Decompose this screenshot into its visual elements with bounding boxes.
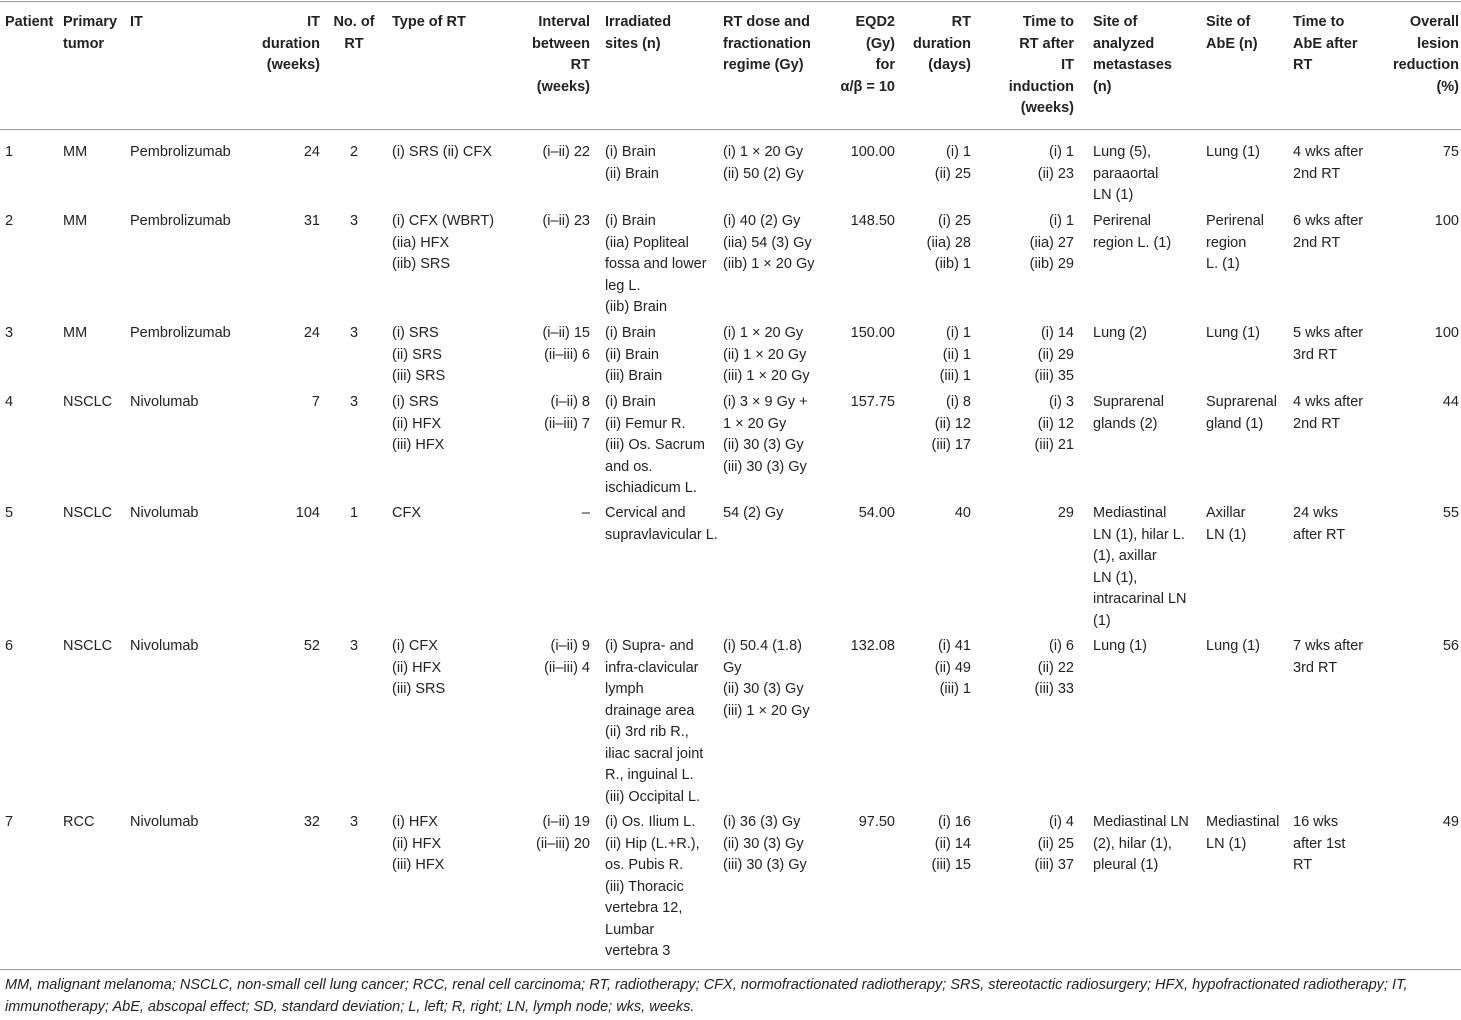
table-cell: 148.50 xyxy=(850,213,895,229)
table-cell: (i) 40 (2) Gy (iia) 54 (3) Gy (iib) 1 × 20 Gy xyxy=(723,213,815,272)
table-cell: (i) 36 (3) Gy (ii) 30 (3) Gy (iii) 30 (3) Gy xyxy=(723,814,807,873)
table-cell: MM xyxy=(63,325,88,341)
bottom-rule xyxy=(0,969,1461,970)
column-header: No. of RT xyxy=(333,14,375,52)
table-cell: (i–ii) 8 (ii–iii) 7 xyxy=(544,394,590,432)
table-cell: 24 xyxy=(303,144,320,160)
table-cell: Nivolumab xyxy=(130,394,199,410)
table-cell: (i) Supra- and infra-clavicular lymph drainage area (ii) 3rd rib R., iliac sacral joint R., inguinal L. (iii) Occipital L. xyxy=(605,638,704,805)
table-cell: 7 xyxy=(5,814,14,830)
column-header: Patient xyxy=(5,14,54,30)
table-cell: (i) 41 (ii) 49 (iii) 1 xyxy=(934,638,971,697)
table-cell: (i) 3 (ii) 12 (iii) 21 xyxy=(1034,394,1074,453)
table-cell: – xyxy=(581,505,590,521)
table-cell: Suprarenal gland (1) xyxy=(1206,394,1277,432)
table-cell: (i) 14 (ii) 29 (iii) 35 xyxy=(1034,325,1074,384)
table-cell: Lung (5), paraaortal LN (1) xyxy=(1093,144,1159,203)
table-cell: 24 wks after RT xyxy=(1293,505,1346,543)
table-cell: Lung (2) xyxy=(1093,325,1148,341)
table-cell: 56 xyxy=(1442,638,1459,654)
table-cell: 97.50 xyxy=(858,814,895,830)
table-cell: (i) 50.4 (1.8) Gy (ii) 30 (3) Gy (iii) 1 × 20 Gy xyxy=(723,638,810,719)
column-header: Time to RT after IT induction (weeks) xyxy=(1008,14,1074,116)
table-cell: 16 wks after 1st RT xyxy=(1293,814,1346,873)
table-cell: 49 xyxy=(1442,814,1459,830)
table-cell: CFX xyxy=(392,505,421,521)
table-cell: 3 xyxy=(349,394,359,410)
table-cell: (i–ii) 22 xyxy=(542,144,590,160)
table-cell: Cervical and supravlavicular L. xyxy=(605,505,718,543)
table-cell: (i) 4 (ii) 25 (iii) 37 xyxy=(1034,814,1074,873)
table-cell: (i) 1 × 20 Gy (ii) 50 (2) Gy xyxy=(723,144,804,182)
table-cell: 6 wks after 2nd RT xyxy=(1293,213,1364,251)
table-cell: 5 xyxy=(5,505,14,521)
table-cell: Lung (1) xyxy=(1206,144,1261,160)
table-cell: NSCLC xyxy=(63,638,113,654)
table-cell: NSCLC xyxy=(63,394,113,410)
table-footnote: MM, malignant melanoma; NSCLC, non-small cell lung cancer; RCC, renal cell carcinoma; RT, radiotherapy; CFX, normofractionated radiotherapy; SRS, stereotactic radiosurgery; HFX, hypofractionated radiotherapy; IT, immunotherapy; AbE, abscopal effect; SD, standard deviation; L, left; R, right; LN, lymph node; wks, weeks. xyxy=(5,977,1408,1015)
table-cell: (i–ii) 19 (ii–iii) 20 xyxy=(536,814,590,852)
table-cell: 100.00 xyxy=(850,144,895,160)
table-cell: Pembrolizumab xyxy=(130,144,231,160)
table-cell: 7 xyxy=(311,394,320,410)
column-header: Interval between RT (weeks) xyxy=(531,14,590,95)
table-cell: 132.08 xyxy=(850,638,895,654)
table-cell: Nivolumab xyxy=(130,505,199,521)
table-cell: Nivolumab xyxy=(130,814,199,830)
table-cell: Lung (1) xyxy=(1206,325,1261,341)
table-cell: RCC xyxy=(63,814,95,830)
column-header: EQD2 (Gy) for α/β = 10 xyxy=(840,14,895,95)
table-cell: (i) Os. Ilium L. (ii) Hip (L.+R.), os. Pubis R. (iii) Thoracic vertebra 12, Lumbar vertebra 3 xyxy=(605,814,700,959)
table-cell: 3 xyxy=(349,325,359,341)
table-cell: 104 xyxy=(295,505,320,521)
table-cell: (i) 1 (iia) 27 (iib) 29 xyxy=(1029,213,1074,272)
column-header: Overall lesion reduction (%) xyxy=(1392,14,1459,95)
column-header: IT xyxy=(130,14,143,30)
top-rule xyxy=(0,1,1461,2)
table-cell: 75 xyxy=(1442,144,1459,160)
table-cell: 4 xyxy=(5,394,14,410)
column-header: Primary tumor xyxy=(63,14,118,52)
table-cell: 3 xyxy=(349,213,359,229)
table-cell: 5 wks after 3rd RT xyxy=(1293,325,1364,363)
table-cell: (i) 6 (ii) 22 (iii) 33 xyxy=(1034,638,1074,697)
table-cell: 1 xyxy=(5,144,14,160)
table-cell: 29 xyxy=(1057,505,1074,521)
column-header: Irradiated sites (n) xyxy=(605,14,672,52)
table-cell: Mediastinal LN (1) xyxy=(1206,814,1280,852)
table-cell: (i–ii) 9 (ii–iii) 4 xyxy=(544,638,590,676)
table-cell: 4 wks after 2nd RT xyxy=(1293,394,1364,432)
table-cell: 55 xyxy=(1442,505,1459,521)
table-cell: 150.00 xyxy=(850,325,895,341)
table-cell: 54.00 xyxy=(858,505,895,521)
table-cell: (i–ii) 15 (ii–iii) 6 xyxy=(542,325,590,363)
table-cell: MM xyxy=(63,144,88,160)
table-cell: 2 xyxy=(5,213,14,229)
table-cell: (i) CFX (WBRT) (iia) HFX (iib) SRS xyxy=(392,213,495,272)
table-cell: 6 xyxy=(5,638,14,654)
table-cell: 32 xyxy=(303,814,320,830)
table-cell: 100 xyxy=(1434,325,1459,341)
table-cell: (i) 16 (ii) 14 (iii) 15 xyxy=(931,814,971,873)
column-header: RT dose and fractionation regime (Gy) xyxy=(723,14,811,73)
table-cell: 3 xyxy=(349,814,359,830)
table-cell: NSCLC xyxy=(63,505,113,521)
table-cell: (i) SRS (ii) HFX (iii) HFX xyxy=(392,394,445,453)
column-header: Type of RT xyxy=(392,14,466,30)
table-cell: 3 xyxy=(5,325,14,341)
table-cell: 52 xyxy=(303,638,320,654)
table-cell: 31 xyxy=(303,213,320,229)
table-cell: (i) Brain (ii) Femur R. (iii) Os. Sacrum and os. ischiadicum L. xyxy=(605,394,705,496)
table-cell: 54 (2) Gy xyxy=(723,505,784,521)
table-cell: (i) HFX (ii) HFX (iii) HFX xyxy=(392,814,445,873)
table-cell: Lung (1) xyxy=(1093,638,1148,654)
table-cell: (i) Brain (ii) Brain (iii) Brain xyxy=(605,325,663,384)
table-cell: (i) Brain (iia) Popliteal fossa and lower leg L. (iib) Brain xyxy=(605,213,707,315)
table-cell: (i) 25 (iia) 28 (iib) 1 xyxy=(926,213,971,272)
table-cell: 24 xyxy=(303,325,320,341)
table-cell: (i) 1 (ii) 25 xyxy=(934,144,971,182)
table-cell: 2 xyxy=(349,144,359,160)
table-cell: MM xyxy=(63,213,88,229)
table-cell: (i) 3 × 9 Gy + 1 × 20 Gy (ii) 30 (3) Gy (iii) 30 (3) Gy xyxy=(723,394,808,475)
table-cell: 44 xyxy=(1442,394,1459,410)
column-header: RT duration (days) xyxy=(913,14,971,73)
table-cell: (i–ii) 23 xyxy=(542,213,590,229)
column-header: Site of AbE (n) xyxy=(1206,14,1258,52)
table-cell: Mediastinal LN (1), hilar L. (1), axillar LN (1), intracarinal LN (1) xyxy=(1093,505,1187,629)
table-cell: 157.75 xyxy=(850,394,895,410)
table-cell: Pembrolizumab xyxy=(130,325,231,341)
table-cell: Pembrolizumab xyxy=(130,213,231,229)
column-header: IT duration (weeks) xyxy=(262,14,320,73)
table-cell: (i) 8 (ii) 12 (iii) 17 xyxy=(931,394,971,453)
table-cell: Axillar LN (1) xyxy=(1206,505,1247,543)
table-cell: Perirenal region L. (1) xyxy=(1206,213,1265,272)
header-rule xyxy=(0,129,1461,130)
table-cell: (i) 1 (ii) 23 xyxy=(1037,144,1074,182)
table-cell: 100 xyxy=(1434,213,1459,229)
table-cell: Suprarenal glands (2) xyxy=(1093,394,1164,432)
table-cell: (i) Brain (ii) Brain xyxy=(605,144,659,182)
table-cell: Nivolumab xyxy=(130,638,199,654)
column-header: Time to AbE after RT xyxy=(1293,14,1358,73)
column-header: Site of analyzed metastases (n) xyxy=(1093,14,1172,95)
table-cell: Mediastinal LN (2), hilar (1), pleural (1) xyxy=(1093,814,1189,873)
table-cell: Lung (1) xyxy=(1206,638,1261,654)
table-cell: 3 xyxy=(349,638,359,654)
table-cell: 4 wks after 2nd RT xyxy=(1293,144,1364,182)
table-cell: 40 xyxy=(954,505,971,521)
table-cell: 1 xyxy=(349,505,359,521)
table-cell: Perirenal region L. (1) xyxy=(1093,213,1172,251)
table-cell: 7 wks after 3rd RT xyxy=(1293,638,1364,676)
table-cell: (i) 1 (ii) 1 (iii) 1 xyxy=(939,325,971,384)
table-cell: (i) 1 × 20 Gy (ii) 1 × 20 Gy (iii) 1 × 20 Gy xyxy=(723,325,810,384)
table-cell: (i) SRS (ii) SRS (iii) SRS xyxy=(392,325,446,384)
table-cell: (i) CFX (ii) HFX (iii) SRS xyxy=(392,638,446,697)
table-cell: (i) SRS (ii) CFX xyxy=(392,144,492,160)
